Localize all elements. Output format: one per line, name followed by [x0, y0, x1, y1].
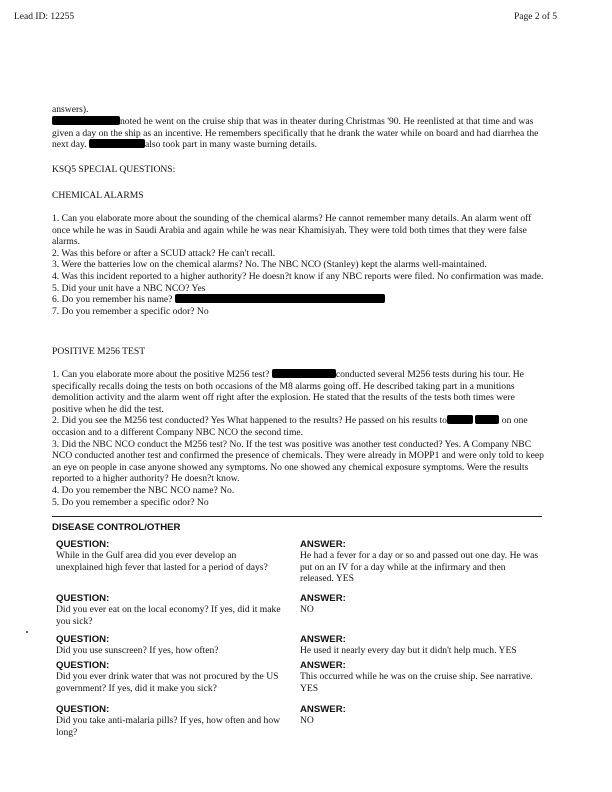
question-label: QUESTION:: [56, 704, 110, 715]
ksq5-heading: KSQ5 SPECIAL QUESTIONS:: [52, 164, 176, 175]
scan-speck: [26, 631, 28, 633]
narrative-text-a: noted he went on the cruise ship that was in theater during Christmas '90. He reenlisted at that time and was given a day on the ship as an incentive. He remembers specifically that he drank the water while on board and had diarrhea the next day.: [52, 116, 539, 151]
redaction-block: [272, 369, 336, 378]
chem-q7: 7. Do you remember a specific odor? No: [52, 305, 209, 317]
m256-q4: 4. Do you remember the NBC NCO name? No.: [52, 484, 235, 496]
redaction-block: [475, 415, 499, 424]
redaction-block: [447, 415, 473, 424]
narrative-text-b: also took part in many waste burning details.: [144, 139, 318, 151]
question-label: QUESTION:: [56, 634, 110, 645]
m256-questions: [52, 369, 544, 508]
answer-text: He used it nearly every day but it didn't help much. YES: [300, 645, 517, 656]
answer-text: NO: [300, 604, 314, 615]
question-label: QUESTION:: [56, 660, 110, 671]
m256-heading: POSITIVE M256 TEST: [52, 346, 146, 357]
question-text: Did you ever eat on the local economy? If yes, did it make you sick?: [56, 604, 281, 627]
answer-label: ANSWER:: [300, 539, 346, 550]
question-text: Did you use sunscreen? If yes, how often?: [56, 645, 219, 656]
answer-label: ANSWER:: [300, 593, 346, 604]
question-text: While in the Gulf area did you ever develop an unexplained high fever that lasted for a period of days?: [56, 550, 268, 573]
question-text: Did you ever drink water that was not procured by the US government? If yes, did it make you sick?: [56, 671, 279, 694]
redaction-block: [52, 116, 120, 125]
chem-q2: 2. Was this before or after a SCUD attack? He can't recall.: [52, 247, 276, 259]
section-divider: [52, 516, 542, 517]
redaction-block: [175, 294, 385, 303]
chem-q6: 6. Do you remember his name?: [52, 294, 544, 306]
m256-q2: 2. Did you see the M256 test conducted? Yes What happened to the results? He passed on his results to on one occasion and to a different Company NBC NCO the second time.: [52, 415, 528, 438]
chemical-alarms-heading: CHEMICAL ALARMS: [52, 190, 144, 201]
narrative-continuation: answers).: [52, 104, 89, 115]
chem-q1: 1. Can you elaborate more about the sounding of the chemical alarms? He cannot remember many details. An alarm went off once while he was in Saudi Arabia and again while he was near Khamisiyah. They were told both times that they were false alarms.: [52, 213, 532, 248]
redaction-block: [89, 139, 145, 148]
lead-id: Lead ID: 12255: [14, 12, 75, 22]
answer-text: He had a fever for a day or so and passed out one day. He was put on an IV for a day while at the infirmary and then released. YES: [300, 550, 539, 585]
m256-q3: 3. Did the NBC NCO conduct the M256 test? No. If the test was positive was another test conducted? Yes. A Company NBC NCO conducted another test and confirmed the presence of chemicals. They were already in MOPP1 and were only told to keep an eye on people in case anyone showed any symptoms. No one showed any chemical exposure symptoms. Were the results reported to a higher authority? He doesn?t know.: [52, 438, 544, 485]
m256-q1: 1. Can you elaborate more about the positive M256 test? conducted several M256 tests during his tour. He specifically recalls doing the tests on both occasions of the M8 alarms going off. He described taking part in a munitions demolition activity and the alarm went off right after the explosion. He stated that the results of the tests both times were positive when he did the test.: [52, 369, 524, 415]
answer-label: ANSWER:: [300, 704, 346, 715]
question-label: QUESTION:: [56, 539, 110, 550]
narrative-paragraph: [52, 116, 544, 151]
question-label: QUESTION:: [56, 593, 110, 604]
m256-q5: 5. Do you remember a specific odor? No: [52, 496, 209, 508]
answer-text: NO: [300, 715, 314, 726]
disease-heading: DISEASE CONTROL/OTHER: [52, 522, 181, 533]
question-text: Did you take anti-malaria pills? If yes, how often and how long?: [56, 715, 281, 738]
chem-q5: 5. Did your unit have a NBC NCO? Yes: [52, 282, 206, 294]
chem-q4: 4. Was this incident reported to a higher authority? He doesn?t know if any NBC reports were filed. No confirmation was made.: [52, 270, 544, 282]
answer-label: ANSWER:: [300, 660, 346, 671]
answer-label: ANSWER:: [300, 634, 346, 645]
answer-text: This occurred while he was on the cruise ship. See narrative. YES: [300, 671, 533, 694]
page-number: Page 2 of 5: [514, 12, 558, 22]
chem-q3: 3. Were the batteries low on the chemical alarms? No. The NBC NCO (Stanley) kept the alarms well-maintained.: [52, 259, 487, 271]
chemical-alarms-questions: [52, 213, 544, 317]
